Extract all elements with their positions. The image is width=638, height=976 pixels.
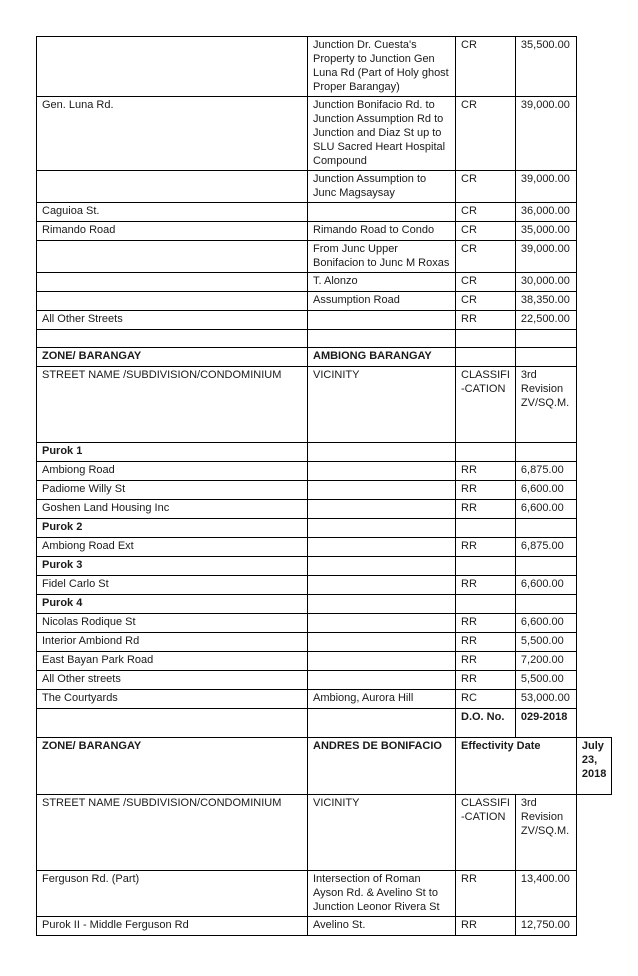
spacer-cell [576, 443, 611, 462]
street-name-cell [37, 241, 308, 273]
table-row [37, 97, 612, 171]
spacer-cell [576, 576, 611, 595]
spacer-cell [576, 652, 611, 671]
table-row [37, 671, 612, 690]
zonal-value-cell: 13,400.00 [515, 871, 576, 917]
classification-cell: CR [456, 241, 516, 273]
street-name-cell: The Courtyards [37, 690, 308, 709]
street-name-cell: East Bayan Park Road [37, 652, 308, 671]
vicinity-cell: Junction Bonifacio Rd. to Junction Assumption Rd to Junction and Diaz St up to SLU Sacred Heart Hospital Compound [308, 97, 456, 171]
vicinity-column-header: VICINITY [308, 795, 456, 871]
spacer-cell [576, 519, 611, 538]
street-name-cell: Ferguson Rd. (Part) [37, 871, 308, 917]
table-row [37, 538, 612, 557]
vicinity-cell [308, 500, 456, 519]
vicinity-cell: Ambiong, Aurora Hill [308, 690, 456, 709]
zonal-value-cell: 35,500.00 [515, 37, 576, 97]
barangay-name: AMBIONG BARANGAY [308, 348, 456, 367]
zonal-value-cell: 5,500.00 [515, 671, 576, 690]
street-name-cell: Rimando Road [37, 222, 308, 241]
vicinity-cell: Assumption Road [308, 292, 456, 311]
empty-cell [515, 348, 576, 367]
vicinity-cell [308, 462, 456, 481]
zonal-value-cell: 7,200.00 [515, 652, 576, 671]
street-name-cell: Caguioa St. [37, 203, 308, 222]
street-name-cell: All Other Streets [37, 311, 308, 330]
zonal-value-cell: 39,000.00 [515, 97, 576, 171]
classification-cell: CR [456, 37, 516, 97]
spacer-cell [576, 633, 611, 652]
vicinity-cell [308, 538, 456, 557]
purok-label: Purok 1 [37, 443, 308, 462]
table-row [37, 481, 612, 500]
vicinity-cell [308, 481, 456, 500]
empty-cell [308, 557, 456, 576]
spacer-cell [576, 671, 611, 690]
classification-cell: CR [456, 222, 516, 241]
street-name-cell [37, 37, 308, 97]
street-name-cell: Purok II - Middle Ferguson Rd [37, 917, 308, 936]
table-row [37, 311, 612, 330]
empty-cell [515, 443, 576, 462]
classification-cell: RR [456, 576, 516, 595]
empty-cell [515, 595, 576, 614]
table-row [37, 690, 612, 709]
zonal-value-cell: 6,600.00 [515, 481, 576, 500]
empty-cell [308, 709, 456, 738]
purok-row [37, 519, 612, 538]
vicinity-cell: Junction Dr. Cuesta's Property to Junction Gen Luna Rd (Part of Holy ghost Proper Barangay) [308, 37, 456, 97]
classification-column-header: CLASSIFI -CATION [456, 795, 516, 871]
street-name-cell: All Other streets [37, 671, 308, 690]
vicinity-cell [308, 203, 456, 222]
empty-cell [515, 519, 576, 538]
classification-cell: RR [456, 538, 516, 557]
street-name-cell [37, 273, 308, 292]
empty-cell [456, 557, 516, 576]
spacer-cell [576, 171, 611, 203]
street-name-cell: Ambiong Road Ext [37, 538, 308, 557]
effectivity-label: Effectivity Date [456, 738, 577, 795]
street-name-cell: Padiome Willy St [37, 481, 308, 500]
street-column-header: STREET NAME /SUBDIVISION/CONDOMINIUM [37, 795, 308, 871]
zonal-value-cell: 30,000.00 [515, 273, 576, 292]
spacer-cell [576, 795, 611, 871]
table-row [37, 37, 612, 97]
spacer-cell [576, 614, 611, 633]
empty-cell [456, 330, 516, 348]
street-name-cell [37, 292, 308, 311]
spacer-cell [576, 97, 611, 171]
classification-cell: RR [456, 633, 516, 652]
revision-column-header: 3rd Revision ZV/SQ.M. [515, 795, 576, 871]
zone-row [37, 738, 612, 795]
vicinity-cell [308, 633, 456, 652]
spacer-cell [576, 222, 611, 241]
do-number-label: D.O. No. [456, 709, 516, 738]
classification-cell: CR [456, 273, 516, 292]
classification-cell: CR [456, 171, 516, 203]
empty-cell [37, 330, 308, 348]
table-row [37, 614, 612, 633]
empty-cell [308, 443, 456, 462]
empty-cell [456, 519, 516, 538]
purok-label: Purok 2 [37, 519, 308, 538]
spacer-cell [576, 241, 611, 273]
spacer-cell [576, 462, 611, 481]
spacer-cell [576, 690, 611, 709]
zone-label: ZONE/ BARANGAY [37, 738, 308, 795]
spacer-cell [576, 595, 611, 614]
spacer-cell [576, 292, 611, 311]
empty-cell [308, 330, 456, 348]
spacer-cell [576, 557, 611, 576]
zonal-value-cell: 6,600.00 [515, 614, 576, 633]
classification-cell: RR [456, 917, 516, 936]
table-row [37, 633, 612, 652]
vicinity-cell [308, 614, 456, 633]
empty-cell [456, 348, 516, 367]
zonal-value-cell: 35,000.00 [515, 222, 576, 241]
spacer-cell [576, 538, 611, 557]
zonal-value-cell: 53,000.00 [515, 690, 576, 709]
table-row [37, 917, 612, 936]
revision-column-header: 3rd Revision ZV/SQ.M. [515, 367, 576, 443]
spacer-cell [576, 481, 611, 500]
empty-cell [456, 443, 516, 462]
zone-label: ZONE/ BARANGAY [37, 348, 308, 367]
vicinity-column-header: VICINITY [308, 367, 456, 443]
purok-label: Purok 4 [37, 595, 308, 614]
classification-column-header: CLASSIFI -CATION [456, 367, 516, 443]
spacer-cell [576, 348, 611, 367]
spacer-cell [576, 330, 611, 348]
table-row [37, 871, 612, 917]
street-name-cell: Gen. Luna Rd. [37, 97, 308, 171]
classification-cell: RR [456, 671, 516, 690]
zonal-value-cell: 39,000.00 [515, 241, 576, 273]
classification-cell: CR [456, 97, 516, 171]
zonal-value-cell: 6,875.00 [515, 462, 576, 481]
vicinity-cell: Junction Assumption to Junc Magsaysay [308, 171, 456, 203]
empty-cell [308, 595, 456, 614]
vicinity-cell: From Junc Upper Bonifacion to Junc M Roxas [308, 241, 456, 273]
classification-cell: RR [456, 652, 516, 671]
table-row [37, 273, 612, 292]
zonal-value-table [36, 36, 612, 936]
street-name-cell: Nicolas Rodique St [37, 614, 308, 633]
table-row [37, 222, 612, 241]
table-row [37, 203, 612, 222]
vicinity-cell [308, 671, 456, 690]
zonal-value-cell: 6,875.00 [515, 538, 576, 557]
effectivity-date: July 23, 2018 [576, 738, 611, 795]
column-header-row [37, 367, 612, 443]
zone-row [37, 348, 612, 367]
zonal-value-cell: 39,000.00 [515, 171, 576, 203]
vicinity-cell: T. Alonzo [308, 273, 456, 292]
zonal-value-cell: 38,350.00 [515, 292, 576, 311]
spacer-cell [576, 917, 611, 936]
zonal-value-cell: 22,500.00 [515, 311, 576, 330]
street-name-cell: Ambiong Road [37, 462, 308, 481]
empty-cell [515, 330, 576, 348]
classification-cell: RR [456, 481, 516, 500]
classification-cell: RR [456, 871, 516, 917]
zonal-value-cell: 6,600.00 [515, 576, 576, 595]
column-header-row [37, 795, 612, 871]
table-row [37, 652, 612, 671]
classification-cell: CR [456, 292, 516, 311]
purok-row [37, 557, 612, 576]
purok-label: Purok 3 [37, 557, 308, 576]
classification-cell: CR [456, 203, 516, 222]
empty-cell [515, 557, 576, 576]
table-row [37, 500, 612, 519]
zonal-value-cell: 5,500.00 [515, 633, 576, 652]
vicinity-cell [308, 652, 456, 671]
empty-cell [456, 595, 516, 614]
classification-cell: RR [456, 500, 516, 519]
zonal-value-cell: 6,600.00 [515, 500, 576, 519]
classification-cell: RR [456, 462, 516, 481]
spacer-cell [576, 500, 611, 519]
vicinity-cell: Avelino St. [308, 917, 456, 936]
street-name-cell: Goshen Land Housing Inc [37, 500, 308, 519]
classification-cell: RC [456, 690, 516, 709]
spacer-cell [576, 273, 611, 292]
street-name-cell: Interior Ambiond Rd [37, 633, 308, 652]
spacer-cell [576, 367, 611, 443]
spacer-cell [576, 709, 611, 738]
vicinity-cell: Intersection of Roman Ayson Rd. & Avelino St to Junction Leonor Rivera St [308, 871, 456, 917]
purok-row [37, 443, 612, 462]
classification-cell: RR [456, 614, 516, 633]
do-number-row [37, 709, 612, 738]
spacer-cell [576, 37, 611, 97]
classification-cell: RR [456, 311, 516, 330]
table-row [37, 576, 612, 595]
table-row [37, 241, 612, 273]
blank-row [37, 330, 612, 348]
zonal-value-cell: 12,750.00 [515, 917, 576, 936]
vicinity-cell [308, 311, 456, 330]
vicinity-cell [308, 576, 456, 595]
spacer-cell [576, 203, 611, 222]
table-row [37, 292, 612, 311]
barangay-name: ANDRES DE BONIFACIO [308, 738, 456, 795]
street-name-cell: Fidel Carlo St [37, 576, 308, 595]
empty-cell [308, 519, 456, 538]
purok-row [37, 595, 612, 614]
spacer-cell [576, 871, 611, 917]
vicinity-cell: Rimando Road to Condo [308, 222, 456, 241]
table-row [37, 171, 612, 203]
street-name-cell [37, 171, 308, 203]
table-row [37, 462, 612, 481]
empty-cell [37, 709, 308, 738]
zonal-value-cell: 36,000.00 [515, 203, 576, 222]
street-column-header: STREET NAME /SUBDIVISION/CONDOMINIUM [37, 367, 308, 443]
do-number-value: 029-2018 [515, 709, 576, 738]
spacer-cell [576, 311, 611, 330]
